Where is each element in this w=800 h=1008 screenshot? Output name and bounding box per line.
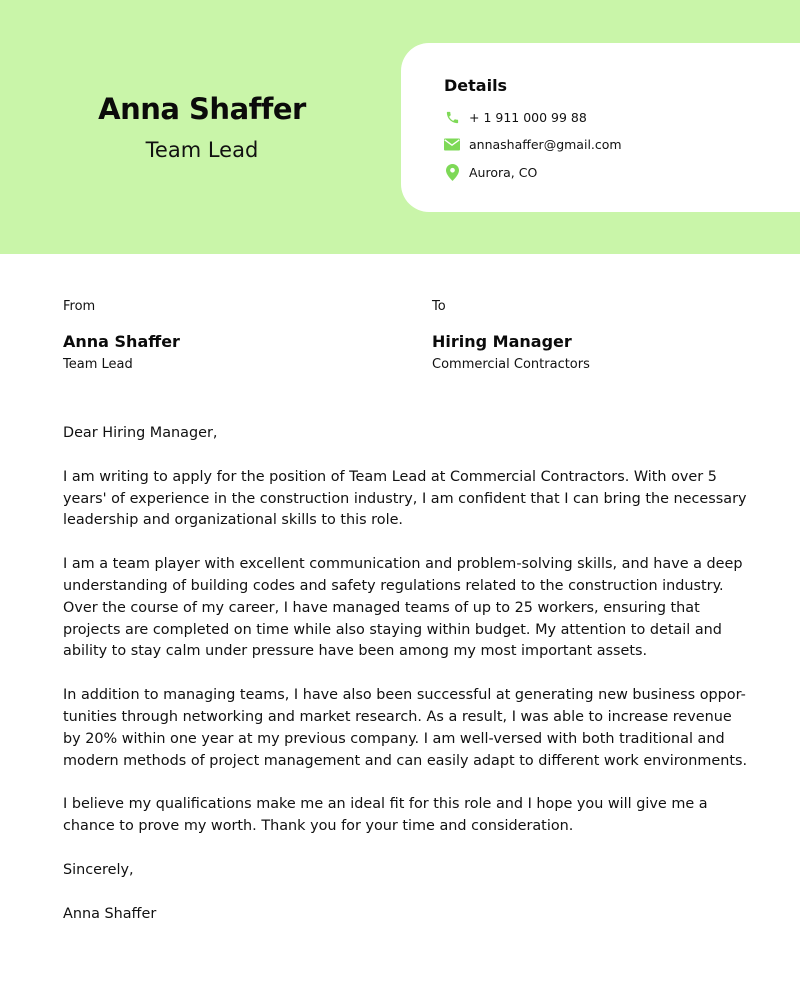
detail-email (444, 134, 622, 154)
closing: Sincerely, (63, 861, 134, 878)
name-block (0, 0, 404, 254)
phone-icon (444, 109, 460, 125)
location-text: Aurora, CO (469, 164, 538, 180)
greeting: Dear Hiring Manager, (63, 425, 218, 441)
email-icon (444, 136, 460, 152)
from-title: Team Lead (63, 357, 133, 372)
details-card (401, 43, 800, 212)
to-name: Hiring Manager (432, 332, 572, 351)
to-company: Commercial Contractors (432, 357, 590, 372)
email-text: annashaffer@gmail.com (469, 136, 622, 152)
letter-body (63, 423, 753, 948)
signature: Anna Shaffer (63, 905, 157, 922)
to-label: To (432, 299, 446, 314)
paragraph-4: I believe my qualifications make me an ideal fit for this role and I hope you will give me a chance to prove my worth. Thank you for your time and consideration. (63, 796, 708, 835)
header-banner (0, 0, 800, 254)
from-name: Anna Shaffer (63, 332, 180, 351)
applicant-role: Team Lead (145, 138, 259, 162)
phone-text: + 1 911 000 99 88 (469, 109, 587, 125)
from-label: From (63, 299, 96, 314)
paragraph-1: I am writing to apply for the position of Team Lead at Commercial Contractors. With over 5 years' of experience in the construction industry, I am confident that I can bring the necessary leadership and organizational skills to this role. (63, 468, 747, 529)
detail-phone (444, 107, 587, 127)
detail-location (444, 162, 537, 182)
paragraph-2: I am a team player with excellent communication and problem-solving skills, and have a deep understanding of building codes and safety regulations related to the construction industry. Over the course of my career, I have managed teams of up to 25 workers, ensuring that projects are completed on time while also staying within budget. My attention to detail and ability to stay calm under pressure have been among my most important assets. (63, 556, 743, 660)
paragraph-3: In addition to managing teams, I have also been successful at generating new business oppor-tunities through networking and market research. As a result, I was able to increase revenue by 20% within one year at my previous company. I am well-versed with both traditional and modern methods of project management and can easily adapt to different work environments. (63, 687, 748, 769)
applicant-name: Anna Shaffer (98, 92, 306, 126)
location-icon (444, 164, 460, 180)
details-title: Details (444, 76, 508, 95)
